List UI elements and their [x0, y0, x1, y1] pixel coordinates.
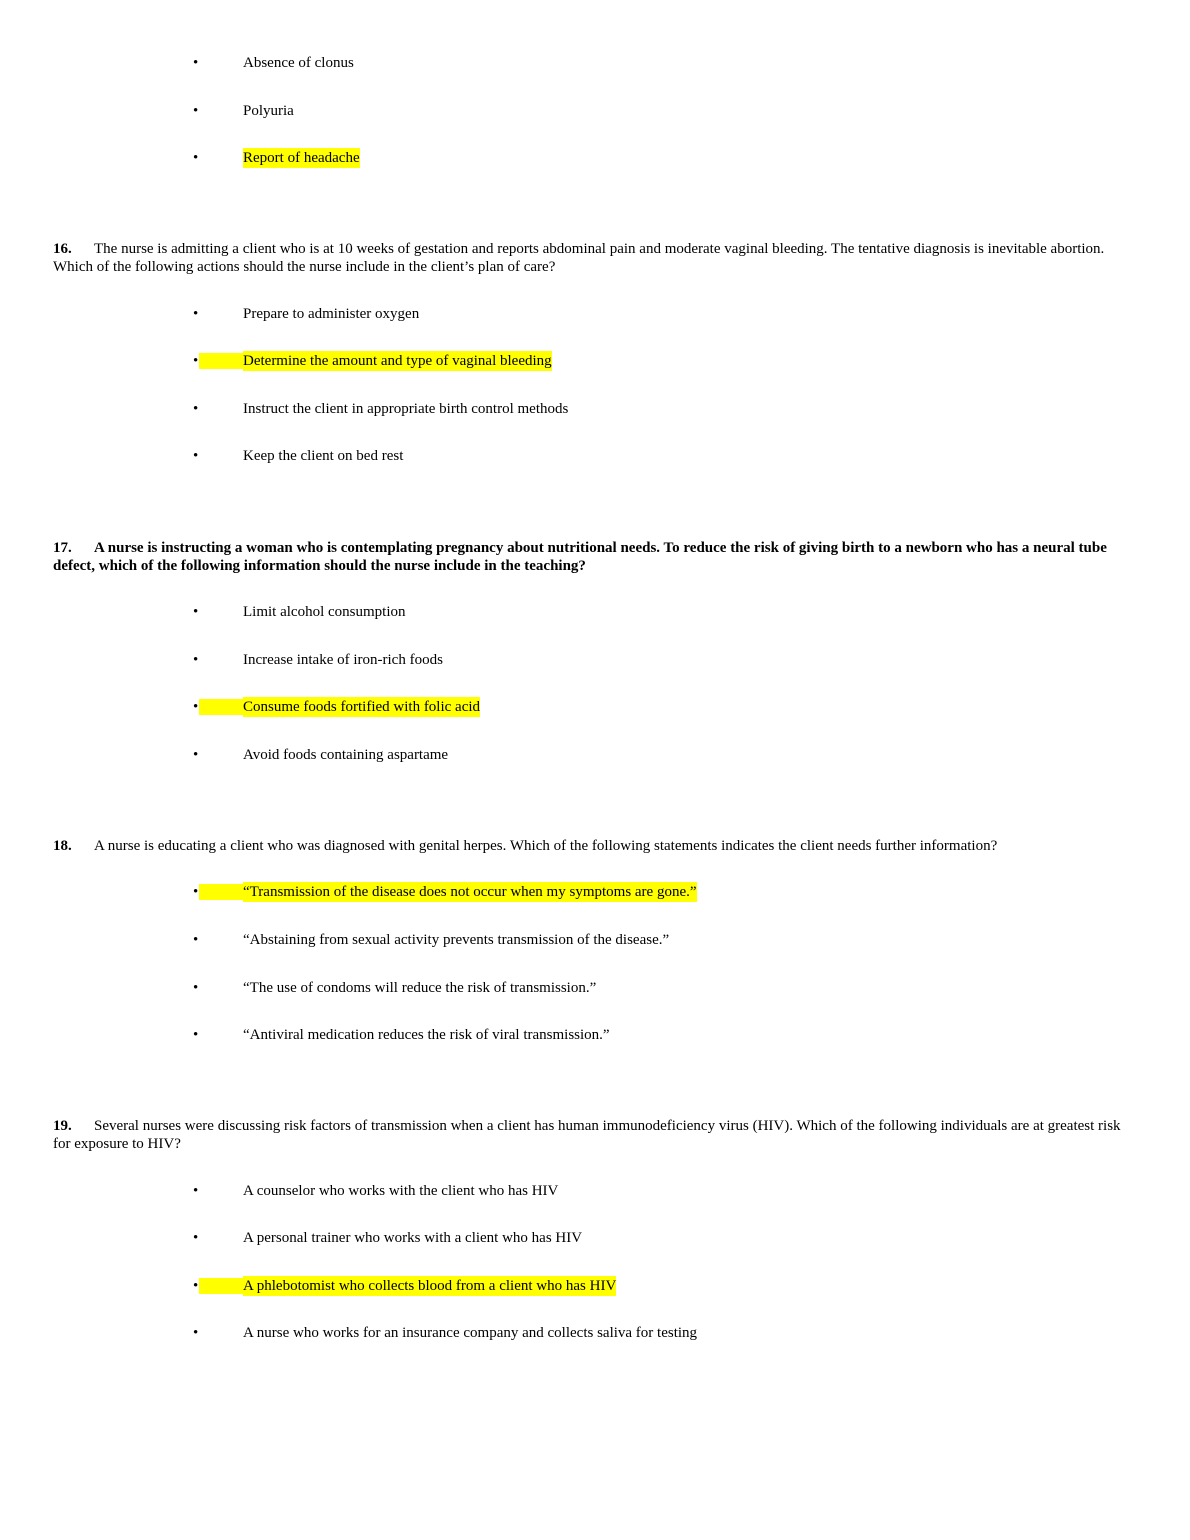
highlight-bar [199, 884, 243, 900]
question-number: 18. [53, 838, 72, 854]
bullet-icon: • [193, 604, 199, 620]
question-16 [53, 240, 1138, 276]
option-text: A personal trainer who works with a client who has HIV [243, 1230, 583, 1246]
option-text: “Antiviral medication reduces the risk of viral transmission.” [243, 1027, 610, 1043]
option-text: Keep the client on bed rest [243, 448, 404, 464]
option-text-highlighted: Determine the amount and type of vaginal bleeding [243, 353, 552, 369]
option-text: Absence of clonus [243, 55, 354, 71]
option-text: Limit alcohol consumption [243, 604, 406, 620]
question-18 [53, 837, 1138, 855]
option-text: “The use of condoms will reduce the risk of transmission.” [243, 980, 597, 996]
bullet-icon: • [193, 1325, 199, 1341]
option-text: A nurse who works for an insurance company and collects saliva for testing [243, 1325, 698, 1341]
bullet-icon: • [193, 1278, 199, 1294]
bullet-icon: • [193, 448, 199, 464]
question-text: A nurse is instructing a woman who is contemplating pregnancy about nutritional needs. To reduce the risk of giving birth to a newborn who has a neural tube defect, which of the following information should the nurse include in the teaching? [53, 540, 1107, 574]
question-text: A nurse is educating a client who was diagnosed with genital herpes. Which of the following statements indicates the client needs further information? [94, 838, 998, 854]
option-text: Increase intake of iron-rich foods [243, 652, 443, 668]
bullet-icon: • [193, 401, 199, 417]
bullet-icon: • [193, 55, 199, 71]
question-text: The nurse is admitting a client who is at 10 weeks of gestation and reports abdominal pain and moderate vaginal bleeding. The tentative diagnosis is inevitable abortion. Which of the following actions should the nurse include in the client’s plan of care? [53, 241, 1105, 275]
option-text-highlighted: “Transmission of the disease does not occur when my symptoms are gone.” [243, 884, 697, 900]
option-text: Instruct the client in appropriate birth control methods [243, 401, 569, 417]
option-text: Polyuria [243, 103, 294, 119]
highlight-bar [199, 353, 243, 369]
bullet-icon: • [193, 652, 199, 668]
option-text-highlighted: Report of headache [243, 150, 360, 166]
bullet-icon: • [193, 353, 199, 369]
bullet-icon: • [193, 747, 199, 763]
bullet-icon: • [193, 103, 199, 119]
option-text-highlighted: Consume foods fortified with folic acid [243, 699, 481, 715]
question-17 [53, 539, 1138, 575]
bullet-icon: • [193, 150, 199, 166]
question-number: 16. [53, 241, 72, 257]
option-text-highlighted: A phlebotomist who collects blood from a client who has HIV [243, 1278, 617, 1294]
bullet-icon: • [193, 980, 199, 996]
bullet-icon: • [193, 1183, 199, 1199]
bullet-icon: • [193, 1027, 199, 1043]
question-number: 19. [53, 1118, 72, 1134]
bullet-icon: • [193, 699, 199, 715]
bullet-icon: • [193, 1230, 199, 1246]
bullet-icon: • [193, 884, 199, 900]
highlight-bar [199, 699, 243, 715]
option-text: A counselor who works with the client who has HIV [243, 1183, 559, 1199]
question-text: Several nurses were discussing risk factors of transmission when a client has human immunodeficiency virus (HIV). Which of the following individuals are at greatest risk for exposure to HIV? [53, 1118, 1121, 1152]
option-text: “Abstaining from sexual activity prevents transmission of the disease.” [243, 932, 670, 948]
bullet-icon: • [193, 306, 199, 322]
question-19 [53, 1117, 1138, 1153]
option-text: Avoid foods containing aspartame [243, 747, 449, 763]
highlight-bar [199, 1278, 243, 1294]
bullet-icon: • [193, 932, 199, 948]
option-text: Prepare to administer oxygen [243, 306, 420, 322]
question-number: 17. [53, 540, 72, 556]
